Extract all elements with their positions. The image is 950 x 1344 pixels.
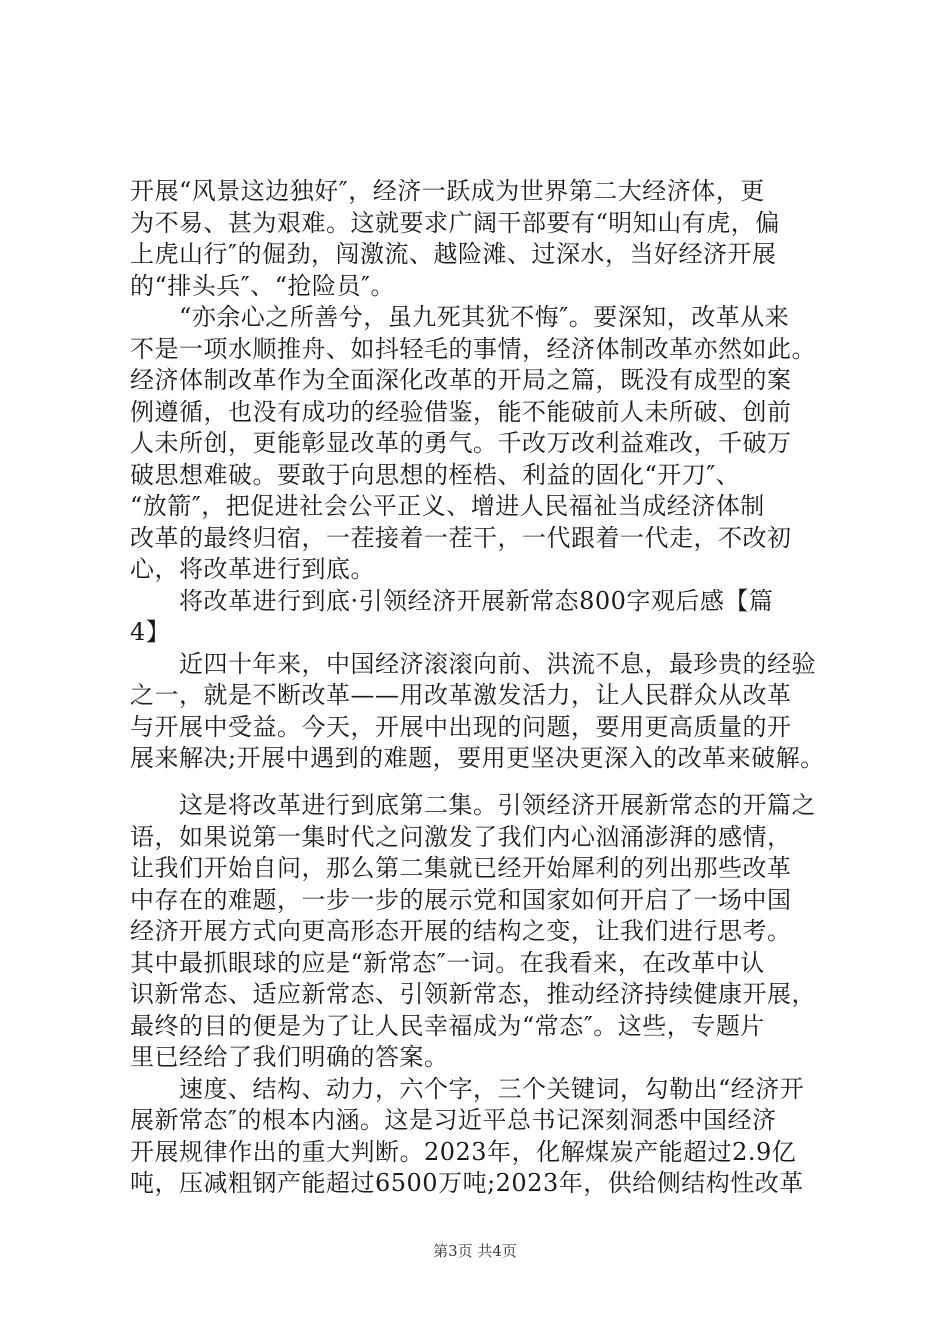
text-line: 开展“风景这边独好″，经济一跃成为世界第二大经济体，更 bbox=[130, 177, 765, 205]
body-text-block-1 bbox=[130, 176, 830, 775]
section-heading-number: 4】 bbox=[130, 618, 171, 646]
text-line: 与开展中受益。今天，开展中出现的问题，要用更高质量的开 bbox=[130, 712, 792, 741]
text-line: 经济开展方式向更高形态开展的结构之变，让我们进行思考。 bbox=[130, 917, 792, 945]
text-line: 改革的最终归宿，一茬接着一茬干，一代跟着一代走，不改初 bbox=[130, 523, 792, 552]
text-line: 里已经给了我们明确的答案。 bbox=[130, 1043, 449, 1071]
text-line: 不是一项水顺推舟、如抖轻毛的事情，经济体制改革亦然如此。 bbox=[130, 334, 816, 363]
text-line: 破思想难破。要敢于向思想的桎梏、利益的固化“开刀″、 bbox=[130, 460, 741, 489]
text-line: 的“排头兵″、“抢险员″。 bbox=[130, 271, 395, 300]
text-line: “亦余心之所善兮，虽九死其犹不悔″。要深知，改革从来 bbox=[179, 303, 790, 331]
text-line: 识新常态、适应新常态、引领新常态，推动经济持续健康开展， bbox=[130, 980, 816, 1008]
text-line: 之一，就是不断改革——用改革激发活力，让人民群众从改革 bbox=[130, 681, 792, 709]
text-line: 经济体制改革作为全面深化改革的开局之篇，既没有成型的案 bbox=[130, 366, 792, 394]
text-line: 上虎山行″的倔劲，闯激流、越险滩、过深水，当好经济开展 bbox=[130, 240, 777, 268]
page-number-footer: 第3页 共4页 bbox=[433, 1242, 517, 1260]
text-line: 这是将改革进行到底第二集。引领经济开展新常态的开篇之 bbox=[179, 791, 816, 819]
text-line: 速度、结构、动力，六个字，三个关键词，勾勒出“经济开 bbox=[179, 1074, 805, 1103]
text-line: 近四十年来，中国经济滚滚向前、洪流不息，最珍贵的经验 bbox=[179, 649, 816, 678]
text-line: 语，如果说第一集时代之问激发了我们内心汹涌澎湃的感情， bbox=[130, 822, 792, 851]
text-line: 为不易、甚为艰难。这就要求广阔干部要有“明知山有虎，偏 bbox=[130, 208, 780, 237]
text-line: 展来解决;开展中遇到的难题，要用更坚决更深入的改革来破解。 bbox=[130, 744, 825, 772]
text-line: “放箭″，把促进社会公平正义、增进人民福祉当成经济体制 bbox=[130, 492, 765, 520]
body-text-block-2 bbox=[130, 790, 830, 1200]
text-line: 开展规律作出的重大判断。2023年，化解煤炭产能超过2.9亿 bbox=[130, 1137, 797, 1166]
text-line: 吨，压减粗钢产能超过6500万吨;2023年，供给侧结构性改革 bbox=[130, 1169, 804, 1197]
text-line: 展新常态″的根本内涵。这是习近平总书记深刻洞悉中国经济 bbox=[130, 1106, 777, 1134]
text-line: 其中最抓眼球的应是“新常态″一词。在我看来，在改革中认 bbox=[130, 948, 765, 977]
text-line: 最终的目的便是为了让人民幸福成为“常态″。这些，专题片 bbox=[130, 1011, 765, 1040]
text-line: 让我们开始自问，那么第二集就已经开始犀利的列出那些改革 bbox=[130, 854, 792, 882]
text-line: 中存在的难题，一步一步的展示党和国家如何开启了一场中国 bbox=[130, 885, 792, 914]
section-heading: 将改革进行到底·引领经济开展新常态800字观后感【篇 bbox=[179, 586, 774, 615]
text-line: 人未所创，更能彰显改革的勇气。千改万改利益难改，千破万 bbox=[130, 429, 792, 457]
text-line: 例遵循，也没有成功的经验借鉴，能不能破前人未所破、创前 bbox=[130, 397, 792, 426]
text-line: 心，将改革进行到底。 bbox=[130, 555, 375, 583]
